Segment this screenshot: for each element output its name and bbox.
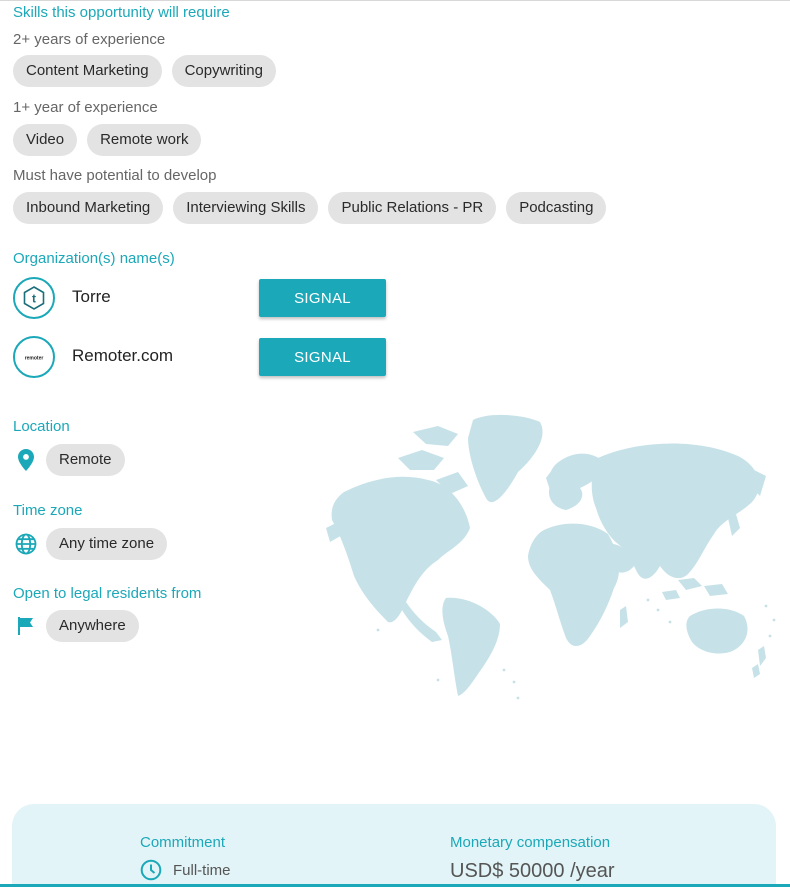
skill-chip[interactable]: Inbound Marketing: [13, 192, 163, 224]
organizations-heading: Organization(s) name(s): [13, 250, 175, 267]
timezone-chip[interactable]: Any time zone: [46, 528, 167, 560]
signal-button-remoter[interactable]: SIGNAL: [259, 338, 386, 376]
skill-chip-row: [13, 55, 276, 87]
location-chip[interactable]: Remote: [46, 444, 125, 476]
skill-chip[interactable]: Video: [13, 124, 77, 156]
skill-chip[interactable]: Content Marketing: [13, 55, 162, 87]
location-row: [13, 444, 125, 476]
commitment-value: Full-time: [173, 861, 231, 879]
legal-residents-chip[interactable]: Anywhere: [46, 610, 139, 642]
skill-chip-row: [13, 124, 201, 156]
map-pin-icon: [13, 447, 39, 473]
torre-logo-letter: t: [32, 291, 36, 306]
timezone-row: [13, 528, 167, 560]
remoter-logo-text: remoter: [24, 355, 44, 362]
timezone-heading: Time zone: [13, 502, 83, 519]
organization-row: [13, 336, 393, 378]
organization-name[interactable]: Remoter.com: [72, 346, 174, 365]
commitment-value-row: [140, 859, 231, 881]
legal-residents-heading: Open to legal residents from: [13, 585, 202, 602]
world-map: [318, 410, 780, 710]
job-details-panel: [12, 804, 776, 887]
commitment-heading: Commitment: [140, 834, 226, 851]
torre-logo[interactable]: [13, 277, 55, 319]
globe-icon: [13, 531, 39, 557]
skill-chip-row: [13, 192, 606, 224]
skill-chip[interactable]: Public Relations - PR: [328, 192, 496, 224]
remoter-logo-icon: [17, 350, 51, 364]
top-divider: [0, 0, 790, 1]
skill-chip[interactable]: Copywriting: [172, 55, 276, 87]
organization-row: [13, 277, 393, 319]
torre-logo-icon: [21, 285, 47, 311]
skill-level-label: 1+ year of experience: [13, 99, 158, 116]
remoter-logo[interactable]: [13, 336, 55, 378]
organization-name[interactable]: Torre: [72, 287, 111, 306]
compensation-heading: Monetary compensation: [450, 834, 611, 851]
compensation-value: USD$ 50000 /year: [450, 860, 615, 882]
legal-residents-row: [13, 610, 139, 642]
clock-icon: [140, 859, 162, 881]
location-heading: Location: [13, 418, 70, 435]
flag-icon: [13, 613, 39, 639]
skill-chip[interactable]: Podcasting: [506, 192, 606, 224]
skills-heading: Skills this opportunity will require: [13, 4, 230, 21]
skill-chip[interactable]: Remote work: [87, 124, 201, 156]
skill-level-label: 2+ years of experience: [13, 31, 166, 48]
skill-level-label: Must have potential to develop: [13, 167, 217, 184]
skill-chip[interactable]: Interviewing Skills: [173, 192, 318, 224]
signal-button-torre[interactable]: SIGNAL: [259, 279, 386, 317]
